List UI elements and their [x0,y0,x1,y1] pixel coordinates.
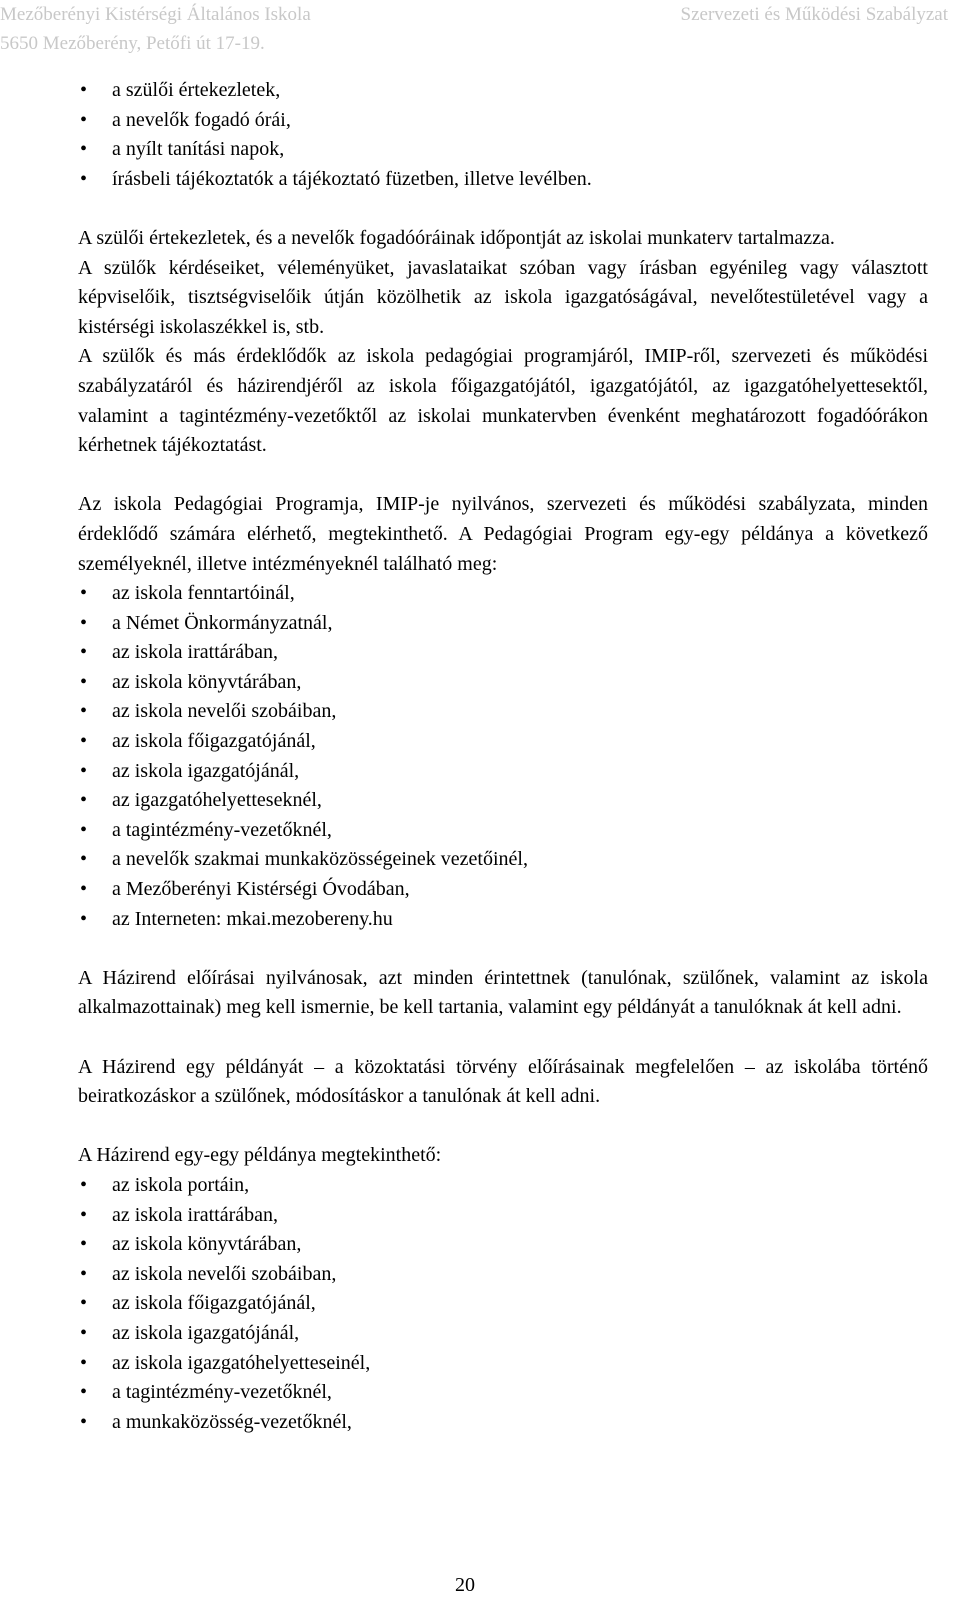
list-item [78,697,928,727]
page-number: 20 [455,1574,475,1596]
list-item-text: az igazgatóhelyetteseknél, [112,789,322,812]
bullet-icon: • [80,700,88,723]
spacer [78,461,928,491]
list-item [78,106,928,136]
list-item [78,786,928,816]
list-item [78,1201,928,1231]
bullet-icon: • [80,79,88,101]
list-item-text: a nevelők fogadó órái, [112,108,291,131]
list-item [78,1289,928,1319]
list-item-text: a munkaközösség-vezetőknél, [112,1410,352,1433]
list-item-text: az iskola igazgatójánál, [112,759,300,782]
list-item [78,1319,928,1349]
list-item-text: az iskola könyvtárában, [112,1233,302,1256]
header-address: 5650 Mezőberény, Petőfi út 17-19. [0,33,265,54]
list-item [78,135,928,165]
list-item [78,1260,928,1290]
bullet-icon: • [80,108,88,131]
list-item-text: az iskola fenntartóinál, [112,582,295,605]
list-item-text: a nyílt tanítási napok, [112,138,285,161]
list-item-text: az iskola irattárában, [112,1203,279,1226]
paragraph-information-sources: A szülők és más érdeklődők az iskola pedagógiai programjáról, IMIP-ről, szervezeti és működési szabályzatáról és házirendjéről az iskola főigazgatójától, igazgatójától, az igazgatóhelyettesektől, valamint a tagintézmény-vezetőktől az iskolai munkatervben évenként meghatározott fogadóórákon kérhetnek tájékoztatást. [78,345,928,457]
paragraph-parent-questions: A szülők kérdéseiket, véleményüket, javaslataikat szóban vagy írásban egyénileg vagy választott képviselőik, tisztségviselőik útján közölhetik az iskola igazgatóságával, nevelőtestületével vagy a kistérségi iskolaszékkel is, stb. [78,256,928,338]
bullet-icon: • [80,907,88,930]
list-item [78,845,928,875]
list-item [78,816,928,846]
bullet-icon: • [80,1410,88,1433]
bullet-icon: • [80,1233,88,1256]
list-item [78,609,928,639]
bullet-icon: • [80,670,88,693]
list-item-text: az iskola könyvtárában, [112,670,302,693]
list-item-text: az iskola főigazgatójánál, [112,1292,316,1315]
list-item-text: az iskola nevelői szobáiban, [112,1262,337,1285]
list-item-text: a nevelők szakmai munkaközösségeinek vezetőinél, [112,848,528,871]
bullet-icon: • [80,848,88,871]
page-header [0,0,960,62]
document-body [78,76,928,1437]
bullet-icon: • [80,582,88,605]
list-item [78,76,928,106]
list-item [78,668,928,698]
bullet-icon: • [80,1321,88,1344]
bullet-list-house-rules-locations [78,1171,928,1437]
spacer [78,934,928,964]
bullet-icon: • [80,730,88,753]
list-item-text: az iskola nevelői szobáiban, [112,700,337,723]
bullet-icon: • [80,1351,88,1374]
bullet-icon: • [80,167,88,190]
list-item [78,638,928,668]
list-item-text: a tagintézmény-vezetőknél, [112,818,332,841]
spacer [78,194,928,224]
bullet-icon: • [80,878,88,901]
list-item-text: a Mezőberényi Kistérségi Óvodában, [112,878,410,901]
list-item-text: az iskola igazgatóhelyetteseinél, [112,1351,371,1374]
bullet-icon: • [80,1262,88,1285]
list-item [78,1378,928,1408]
list-item [78,757,928,787]
bullet-icon: • [80,759,88,782]
list-item [78,1349,928,1379]
paragraph-house-rules-public: A Házirend előírásai nyilvánosak, azt minden érintettnek (tanulónak, szülőnek, valamint az iskola alkalmazottainak) meg kell ismernie, be kell tartania, valamint egy példányát a tanulóknak át kell adni. [78,966,928,1019]
list-item [78,579,928,609]
list-item [78,1171,928,1201]
bullet-icon: • [80,789,88,812]
bullet-icon: • [80,1203,88,1226]
bullet-list-program-locations [78,579,928,934]
list-item-text: az iskola portáin, [112,1173,250,1196]
list-item-text: a tagintézmény-vezetőknél, [112,1381,332,1404]
list-item [78,1230,928,1260]
paragraph-house-rules-handover: A Házirend egy példányát – a közoktatási törvény előírásainak megfelelően – az iskolába történő beiratkozáskor a szülőnek, módosításkor a tanulónak át kell adni. [78,1055,928,1108]
header-school-name: Mezőberényi Kistérségi Általános Iskola [0,4,311,25]
bullet-list-parent-channels [78,76,928,194]
list-item-text: az iskola főigazgatójánál, [112,730,316,753]
list-item [78,905,928,935]
bullet-icon: • [80,611,88,634]
list-item-text: a szülői értekezletek, [112,79,281,101]
list-item [78,875,928,905]
bullet-icon: • [80,641,88,664]
list-item [78,1408,928,1438]
paragraph-house-rules-locations-intro: A Házirend egy-egy példánya megtekinthető: [78,1144,442,1167]
paragraph-meeting-schedule: A szülői értekezletek, és a nevelők fogadóóráinak időpontját az iskolai munkaterv tartalmazza. [78,226,835,249]
bullet-icon: • [80,818,88,841]
header-document-title: Szervezeti és Működési Szabályzat [680,4,948,25]
spacer [78,1112,928,1142]
list-item-text: az iskola igazgatójánál, [112,1321,300,1344]
list-item-text: az Interneten: mkai.mezobereny.hu [112,907,393,930]
bullet-icon: • [80,1173,88,1196]
list-item-text: a Német Önkormányzatnál, [112,611,333,634]
bullet-icon: • [80,1292,88,1315]
paragraph-program-availability: Az iskola Pedagógiai Programja, IMIP-je nyilvános, szervezeti és működési szabályzata, minden érdeklődő számára elérhető, megtekinthető. A Pedagógiai Program egy-egy példánya a következő személyeknél, illetve intézményeknél található meg: [78,493,928,575]
list-item-text: írásbeli tájékoztatók a tájékoztató füzetben, illetve levélben. [112,167,592,190]
list-item [78,727,928,757]
list-item [78,165,928,195]
bullet-icon: • [80,1381,88,1404]
bullet-icon: • [80,138,88,161]
list-item-text: az iskola irattárában, [112,641,279,664]
spacer [78,1023,928,1053]
